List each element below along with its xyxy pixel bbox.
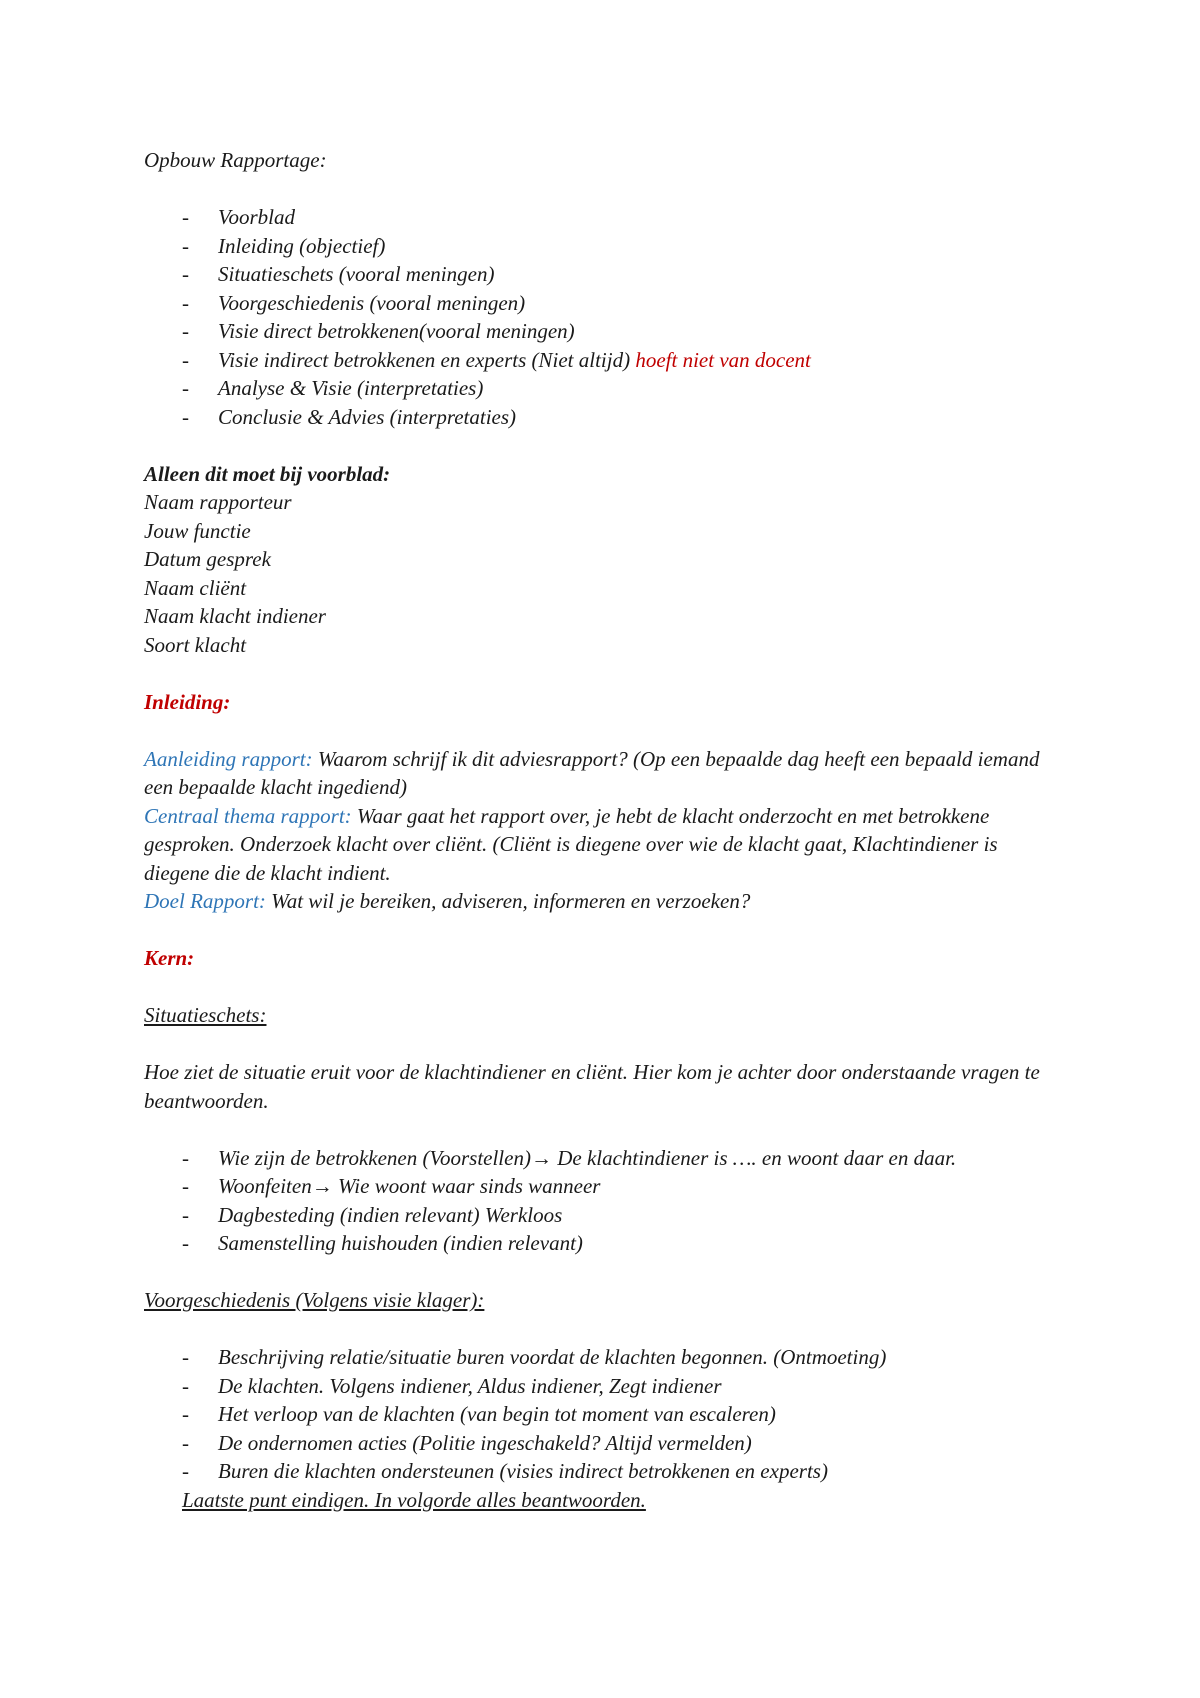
document-body (144, 146, 1064, 1514)
dash-bullet: - (182, 1174, 189, 1198)
list-item: - Beschrijving relatie/situatie buren voordat de klachten begonnen. (Ontmoeting) (144, 1343, 1064, 1372)
teacher-note: hoeft niet van docent (635, 347, 811, 372)
voorgeschiedenis-list (144, 1343, 1064, 1486)
situatieschets-heading: Situatieschets: (144, 1003, 267, 1027)
closing-note: Laatste punt eindigen. In volgorde alles beantwoorden. (182, 1487, 646, 1512)
list-item: - Visie indirect betrokkenen en experts (Niet altijd) hoeft niet van docent (144, 346, 1064, 375)
voorgeschiedenis-heading: Voorgeschiedenis (Volgens visie klager): (144, 1288, 485, 1312)
list-item: - Analyse & Visie (interpretaties) (144, 374, 1064, 403)
aanleiding-label: Aanleiding rapport: (144, 746, 313, 771)
opbouw-heading: Opbouw Rapportage: (144, 148, 327, 172)
dash-bullet: - (182, 233, 189, 258)
list-item: - Voorblad (144, 203, 1064, 232)
centraal-label: Centraal thema rapport: (144, 803, 352, 828)
voorblad-line: Naam rapporteur (144, 490, 292, 514)
list-item: - Wie zijn de betrokkenen (Voorstellen)→ De klachtindiener is …. en woont daar en daar. (144, 1144, 1064, 1173)
dash-bullet: - (182, 1459, 189, 1483)
opbouw-list (144, 203, 1064, 431)
centraal-paragraph: Centraal thema rapport: Waar gaat het rapport over, je hebt de klacht onderzocht en met betrokkene gesproken. Onderzoek klacht over cliënt. (Cliënt is diegene over wie de klacht gaat, Klachtindiener is diegene die de klacht indient. (144, 803, 998, 885)
list-item: - Voorgeschiedenis (vooral meningen) (144, 289, 1064, 318)
voorblad-line: Jouw functie (144, 518, 251, 543)
list-item: - De ondernomen acties (Politie ingeschakeld? Altijd vermelden) (144, 1429, 1064, 1458)
list-item: - Situatieschets (vooral meningen) (144, 260, 1064, 289)
dash-bullet: - (182, 404, 189, 429)
voorblad-line: Naam cliënt (144, 575, 247, 600)
situatieschets-list (144, 1144, 1064, 1258)
list-item: - Samenstelling huishouden (indien relevant) (144, 1229, 1064, 1258)
dash-bullet: - (182, 376, 189, 400)
list-item: - Inleiding (objectief) (144, 232, 1064, 261)
voorblad-line: Soort klacht (144, 632, 247, 657)
list-item: - Visie direct betrokkenen(vooral meningen) (144, 317, 1064, 346)
dash-bullet: - (182, 1345, 189, 1369)
dash-bullet: - (182, 290, 189, 315)
list-item: - De klachten. Volgens indiener, Aldus indiener, Zegt indiener (144, 1372, 1064, 1401)
doel-label: Doel Rapport: (144, 889, 266, 913)
dash-bullet: - (182, 1231, 189, 1255)
dash-bullet: - (182, 1145, 189, 1170)
dash-bullet: - (182, 347, 189, 372)
dash-bullet: - (182, 1430, 189, 1455)
dash-bullet: - (182, 1402, 189, 1426)
list-item: - Conclusie & Advies (interpretaties) (144, 403, 1064, 432)
voorblad-line: Datum gesprek (144, 547, 271, 571)
kern-heading: Kern: (144, 946, 195, 970)
aanleiding-paragraph: Aanleiding rapport: Waarom schrijf ik dit adviesrapport? (Op een bepaalde dag heeft een bepaald iemand een bepaalde klacht ingediend) (144, 746, 1040, 799)
list-item: - Woonfeiten→ Wie woont waar sinds wanneer (144, 1172, 1064, 1201)
list-item: - Dagbesteding (indien relevant) Werkloos (144, 1201, 1064, 1230)
voorblad-line: Naam klacht indiener (144, 604, 326, 628)
dash-bullet: - (182, 319, 189, 343)
doel-paragraph: Doel Rapport: Wat wil je bereiken, adviseren, informeren en verzoeken? (144, 889, 751, 913)
inleiding-heading: Inleiding: (144, 689, 231, 714)
dash-bullet: - (182, 262, 189, 286)
voorblad-heading: Alleen dit moet bij voorblad: (144, 461, 391, 486)
dash-bullet: - (182, 205, 189, 229)
dash-bullet: - (182, 1202, 189, 1227)
list-item: - Buren die klachten ondersteunen (visies indirect betrokkenen en experts) (144, 1457, 1064, 1486)
situatieschets-intro: Hoe ziet de situatie eruit voor de klachtindiener en cliënt. Hier kom je achter door onderstaande vragen te beantwoorden. (144, 1060, 1040, 1113)
dash-bullet: - (182, 1373, 189, 1398)
list-item: - Het verloop van de klachten (van begin tot moment van escaleren) (144, 1400, 1064, 1429)
